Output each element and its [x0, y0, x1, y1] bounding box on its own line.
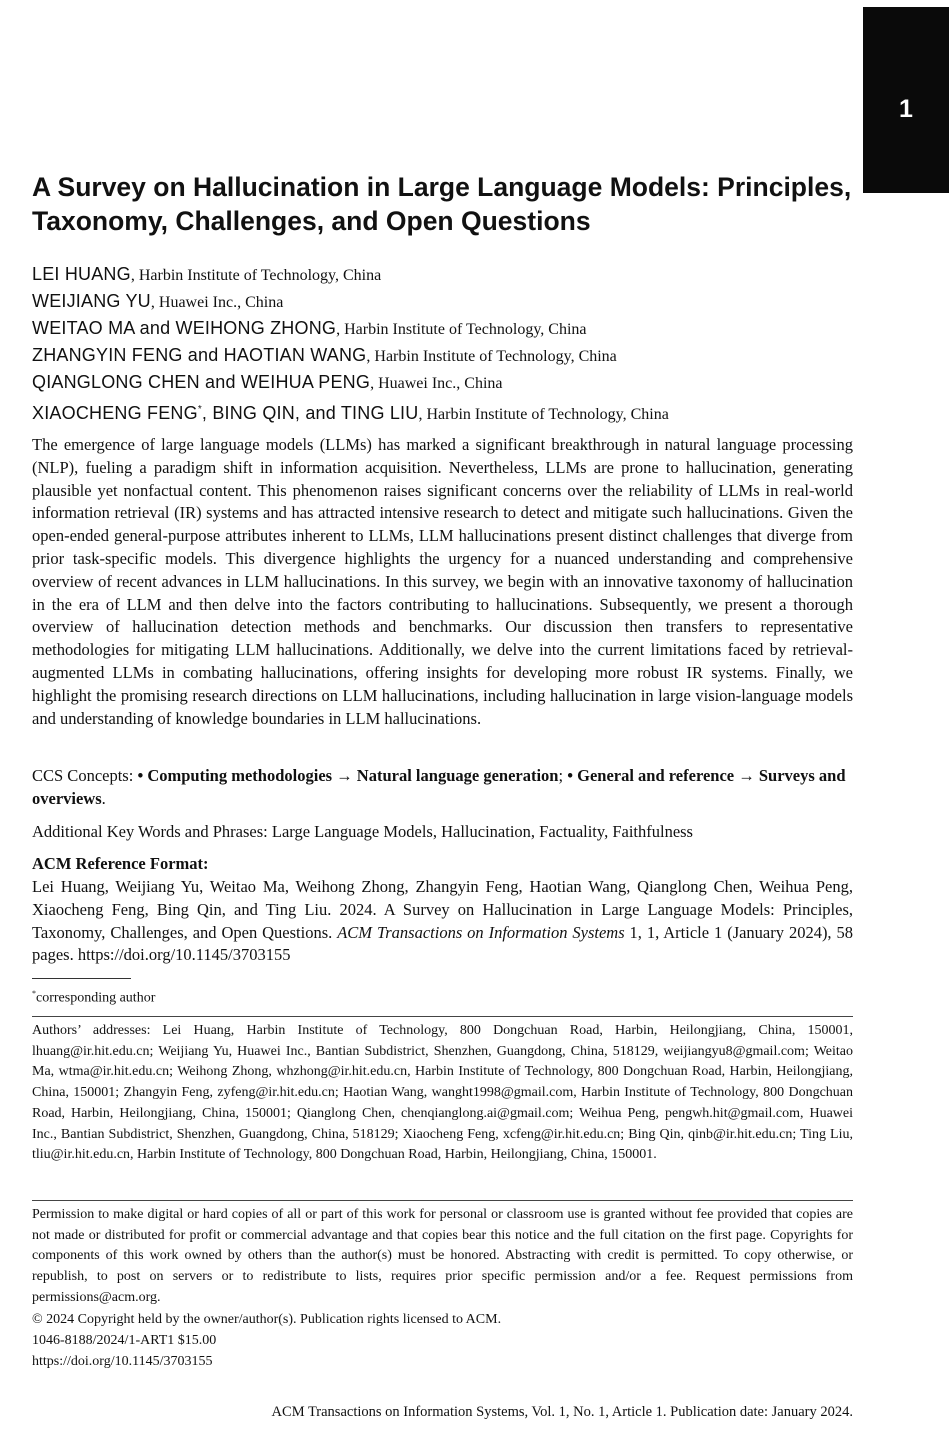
author-affiliation: , Harbin Institute of Technology, China: [366, 348, 617, 365]
corresponding-marker: *: [197, 404, 202, 415]
author-line: [32, 261, 872, 288]
corresponding-author-name: XIAOCHENG FENG: [32, 403, 198, 423]
footnote-divider: [32, 978, 131, 979]
ccs-end: .: [101, 788, 106, 808]
acm-reference-tail: 1, 1, Article 1 (January 2024), 58 pages. https://doi.org/10.1145/3703155: [32, 922, 853, 965]
ccs-concept: • Computing methodologies → Natural language generation: [137, 766, 559, 785]
ccs-concepts: [32, 765, 853, 811]
copyright-notice: © 2024 Copyright held by the owner/author(s). Publication rights licensed to ACM.: [32, 1312, 502, 1327]
issn-line: 1046-8188/2024/1-ART1 $15.00: [32, 1333, 217, 1348]
author-names: LEI HUANG: [32, 264, 131, 284]
authors-addresses: Authors’ addresses: Lei Huang, Harbin Institute of Technology, 800 Dongchuan Road, Harbin, Heilongjiang, China, 150001, lhuang@ir.hit.edu.cn; Weijiang Yu, Huawei Inc., Bantian Subdistrict, Shenzhen, Guangdong, China, 518129, weijiangyu8@gmail.com; Weitao Ma, wtma@ir.hit.edu.cn; Weihong Zhong, whzhong@ir.hit.edu.cn, Harbin Institute of Technology, 800 Dongchuan Road, Harbin, Heilongjiang, China, 150001; Zhangyin Feng, zyfeng@ir.hit.edu.cn; Haotian Wang, wanght1998@gmail.com, Harbin Institute of Technology, 800 Dongchuan Road, Harbin, Heilongjiang, China, 150001; Qianglong Chen, chenqianglong.ai@gmail.com; Weihua Peng, pengwh.hit@gmail.com, Huawei Inc., Bantian Subdistrict, Shenzhen, Guangdong, China, 518129; Xiaocheng Feng, xcfeng@ir.hit.edu.cn; Bing Qin, qinb@ir.hit.edu.cn; Ting Liu, tliu@ir.hit.edu.cn, Harbin Institute of Technology, 800 Dongchuan Road, Harbin, Heilongjiang, China, 150001.: [32, 1023, 853, 1163]
section-divider: [32, 1200, 853, 1201]
author-list: [32, 261, 872, 423]
ccs-concept: • General and reference → Surveys and overviews: [32, 766, 846, 808]
ccs-separator: ;: [558, 766, 568, 785]
author-names: WEITAO MA and WEIHONG ZHONG: [32, 318, 337, 338]
page-number: 1: [899, 95, 913, 123]
author-affiliation: , Harbin Institute of Technology, China: [418, 406, 669, 423]
paper-title: A Survey on Hallucination in Large Language Models: Principles, Taxonomy, Challenges, and Open Questions: [32, 172, 852, 236]
author-line: [32, 342, 872, 369]
author-line: [32, 369, 872, 396]
author-names: ZHANGYIN FENG and HAOTIAN WANG: [32, 345, 367, 365]
acm-reference-text: Lei Huang, Weijiang Yu, Weitao Ma, Weihong Zhong, Zhangyin Feng, Haotian Wang, Qianglong Chen, Weihua Peng, Xiaocheng Feng, Bing Qin, and Ting Liu. 2024. A Survey on Hallucination in Large Language Models: Principles, Taxonomy, Challenges, and Open Questions.: [32, 877, 853, 942]
running-footer: ACM Transactions on Information Systems, Vol. 1, No. 1, Article 1. Publication date: January 2024.: [271, 1404, 853, 1420]
ccs-prefix: CCS Concepts:: [32, 766, 138, 785]
footnote-text: corresponding author: [36, 990, 156, 1006]
author-affiliation: , Huawei Inc., China: [150, 294, 284, 311]
acm-reference: [32, 876, 853, 967]
footnote-marker: *: [32, 989, 36, 998]
acm-reference-heading: ACM Reference Format:: [32, 854, 209, 873]
author-affiliation: , Harbin Institute of Technology, China: [130, 267, 382, 284]
abstract: The emergence of large language models (LLMs) has marked a significant breakthrough in natural language processing (NLP), fueling a paradigm shift in information acquisition. Nevertheless, LLMs are prone to hallucination, generating plausible yet nonfactual content. This phenomenon raises significant concerns over the reliability of LLMs in real-world information retrieval (IR) systems and has attracted intensive research to detect and mitigate such hallucinations. Given the open-ended general-purpose attributes inherent to LLMs, LLM hallucinations present distinct challenges that diverge from prior task-specific models. This divergence highlights the urgency for a nuanced understanding and comprehensive overview of recent advances in LLM hallucinations. In this survey, we begin with an innovative taxonomy of hallucination in the era of LLM and then delve into the factors contributing to hallucinations. Subsequently, we present a thorough overview of hallucination detection methods and benchmarks. Our discussion then transfers to representative methodologies for mitigating LLM hallucinations. Additionally, we delve into the current limitations faced by retrieval-augmented LLMs in combating hallucinations, offering insights for developing more robust IR systems. Finally, we highlight the promising research directions on LLM hallucinations, including hallucination in large vision-language models and understanding of knowledge boundaries in LLM hallucinations.: [32, 435, 853, 728]
author-affiliation: , Harbin Institute of Technology, China: [336, 321, 587, 338]
keywords: Additional Key Words and Phrases: Large Language Models, Hallucination, Factuality, Faithfulness: [32, 822, 693, 841]
permission-notice: Permission to make digital or hard copies of all or part of this work for personal or classroom use is granted without fee provided that copies are not made or distributed for profit or commercial advantage and that copies bear this notice and the full citation on the first page. Copyrights for components of this work owned by others than the author(s) must be honored. Abstracting with credit is permitted. To copy otherwise, or republish, to post on servers or to redistribute to lists, requires prior specific permission and/or a fee. Request permissions from permissions@acm.org.: [32, 1207, 853, 1305]
page-number-tab: [863, 7, 949, 193]
author-line: [32, 315, 872, 342]
author-line: [32, 288, 872, 315]
doi-link[interactable]: https://doi.org/10.1145/3703155: [32, 1354, 213, 1369]
author-names: WEIJIANG YU: [32, 291, 151, 311]
author-names: QIANGLONG CHEN and WEIHUA PENG: [32, 372, 371, 392]
author-names: [32, 403, 418, 423]
author-line: [32, 396, 872, 423]
footnote: [32, 984, 155, 1008]
section-divider: [32, 1016, 853, 1017]
author-affiliation: , Huawei Inc., China: [370, 375, 503, 392]
journal-name: ACM Transactions on Information Systems: [337, 922, 625, 942]
author-names-rest: , BING QIN, and TING LIU: [201, 403, 419, 423]
